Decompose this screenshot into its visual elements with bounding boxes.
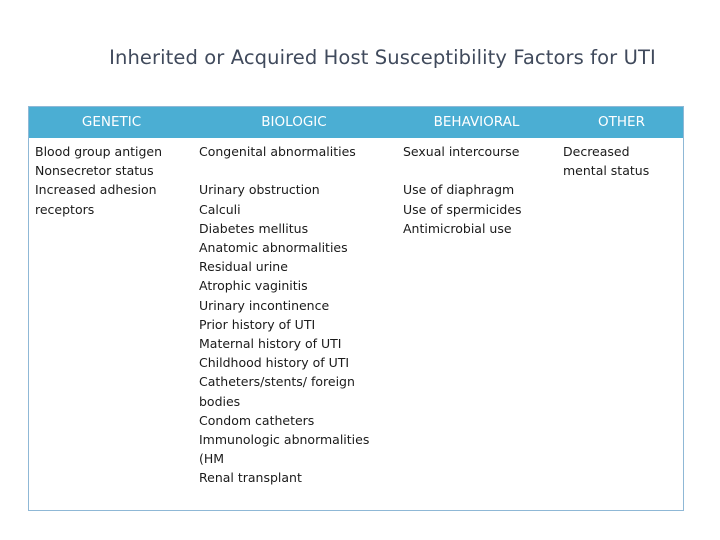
list-item: Urinary incontinence [199, 297, 330, 313]
list-item: Diabetes mellitus [199, 220, 309, 236]
list-item: Nonsecretor status [35, 163, 154, 179]
header-biologic: BIOLOGIC [261, 114, 327, 130]
list-item: (HM [199, 451, 225, 467]
list-item: Residual urine [199, 259, 288, 275]
susceptibility-table [28, 106, 684, 511]
header-genetic: GENETIC [81, 114, 142, 130]
spacer [199, 161, 369, 180]
list-item: Antimicrobial use [403, 220, 512, 236]
list-item: Condom catheters [199, 412, 315, 428]
list-item: bodies [199, 393, 241, 409]
list-item: Catheters/stents/ foreign [199, 374, 355, 390]
biologic-column [199, 142, 369, 488]
list-item: Decreased [563, 144, 630, 159]
header-behavioral: BEHAVIORAL [433, 114, 520, 130]
list-item: Anatomic abnormalities [199, 240, 348, 255]
spacer [403, 161, 522, 180]
list-item: Use of diaphragm [403, 182, 515, 198]
list-item: Prior history of UTI [199, 316, 316, 332]
list-item: Childhood history of UTI [199, 355, 350, 371]
list-item: receptors [35, 201, 95, 217]
list-item: Blood group antigen [35, 144, 163, 159]
genetic-column [35, 142, 162, 219]
list-item: Renal transplant [199, 470, 302, 486]
list-item: Sexual intercourse [403, 144, 520, 159]
list-item: Increased adhesion [35, 182, 157, 198]
list-item: Immunologic abnormalities [199, 432, 370, 448]
list-item: Use of spermicides [403, 201, 522, 217]
header-other: OTHER [598, 114, 645, 130]
other-column [563, 142, 649, 180]
list-item: Calculi [199, 201, 241, 217]
list-item: Urinary obstruction [199, 182, 320, 198]
list-item: Atrophic vaginitis [199, 278, 308, 294]
page-title: Inherited or Acquired Host Susceptibility Factors for UTI [109, 46, 656, 69]
list-item: mental status [563, 163, 650, 179]
list-item: Maternal history of UTI [199, 336, 342, 352]
behavioral-column [403, 142, 522, 238]
list-item: Congenital abnormalities [199, 144, 356, 159]
table-header [29, 107, 683, 138]
